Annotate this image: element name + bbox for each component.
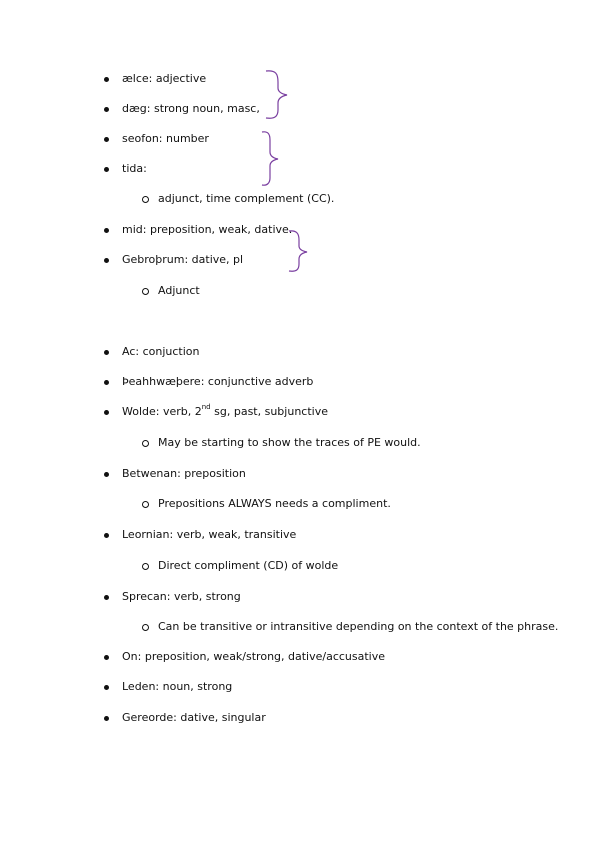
list-item-text: seofon: number xyxy=(122,132,209,145)
list-item-text: ælce: adjective xyxy=(122,72,207,85)
sub-list-item-text: Prepositions ALWAYS needs a compliment. xyxy=(158,497,391,510)
sub-list-item-text: May be starting to show the traces of PE would. xyxy=(158,436,421,449)
list-item-text: Betwenan: preposition xyxy=(122,467,246,480)
brace-annotation-1 xyxy=(266,71,287,118)
list-item-text: Þeahhwæþere: conjunctive adverb xyxy=(122,375,314,388)
sub-list-item-text: adjunct, time complement (CC). xyxy=(158,192,335,205)
sub-list-item-text: Can be transitive or intransitive depending on the context of the phrase. xyxy=(158,620,559,633)
list-item-text: Gebroþrum: dative, pl xyxy=(122,253,244,266)
brace-annotation-3 xyxy=(289,231,307,271)
list-item-text: On: preposition, weak/strong, dative/accusative xyxy=(122,650,386,663)
brace-annotation-2 xyxy=(262,132,278,185)
list-item-text: Gereorde: dative, singular xyxy=(122,711,266,724)
list-item-text: Ac: conjuction xyxy=(122,345,200,358)
list-item-text: mid: preposition, weak, dative. xyxy=(122,223,293,236)
list-item-text: Sprecan: verb, strong xyxy=(122,590,241,603)
superscript: nd xyxy=(201,403,211,412)
list-item-text: dæg: strong noun, masc, xyxy=(122,102,260,115)
sub-list-item-text: Adjunct xyxy=(158,284,200,297)
list-item-text: tida: xyxy=(122,162,147,175)
text-before: Wolde: verb, 2 xyxy=(122,405,202,418)
text-after: sg, past, subjunctive xyxy=(210,405,328,418)
list-item-text: Leornian: verb, weak, transitive xyxy=(122,528,297,541)
list-item-text: Leden: noun, strong xyxy=(122,680,233,693)
sub-list-item-text: Direct compliment (CD) of wolde xyxy=(158,559,339,572)
